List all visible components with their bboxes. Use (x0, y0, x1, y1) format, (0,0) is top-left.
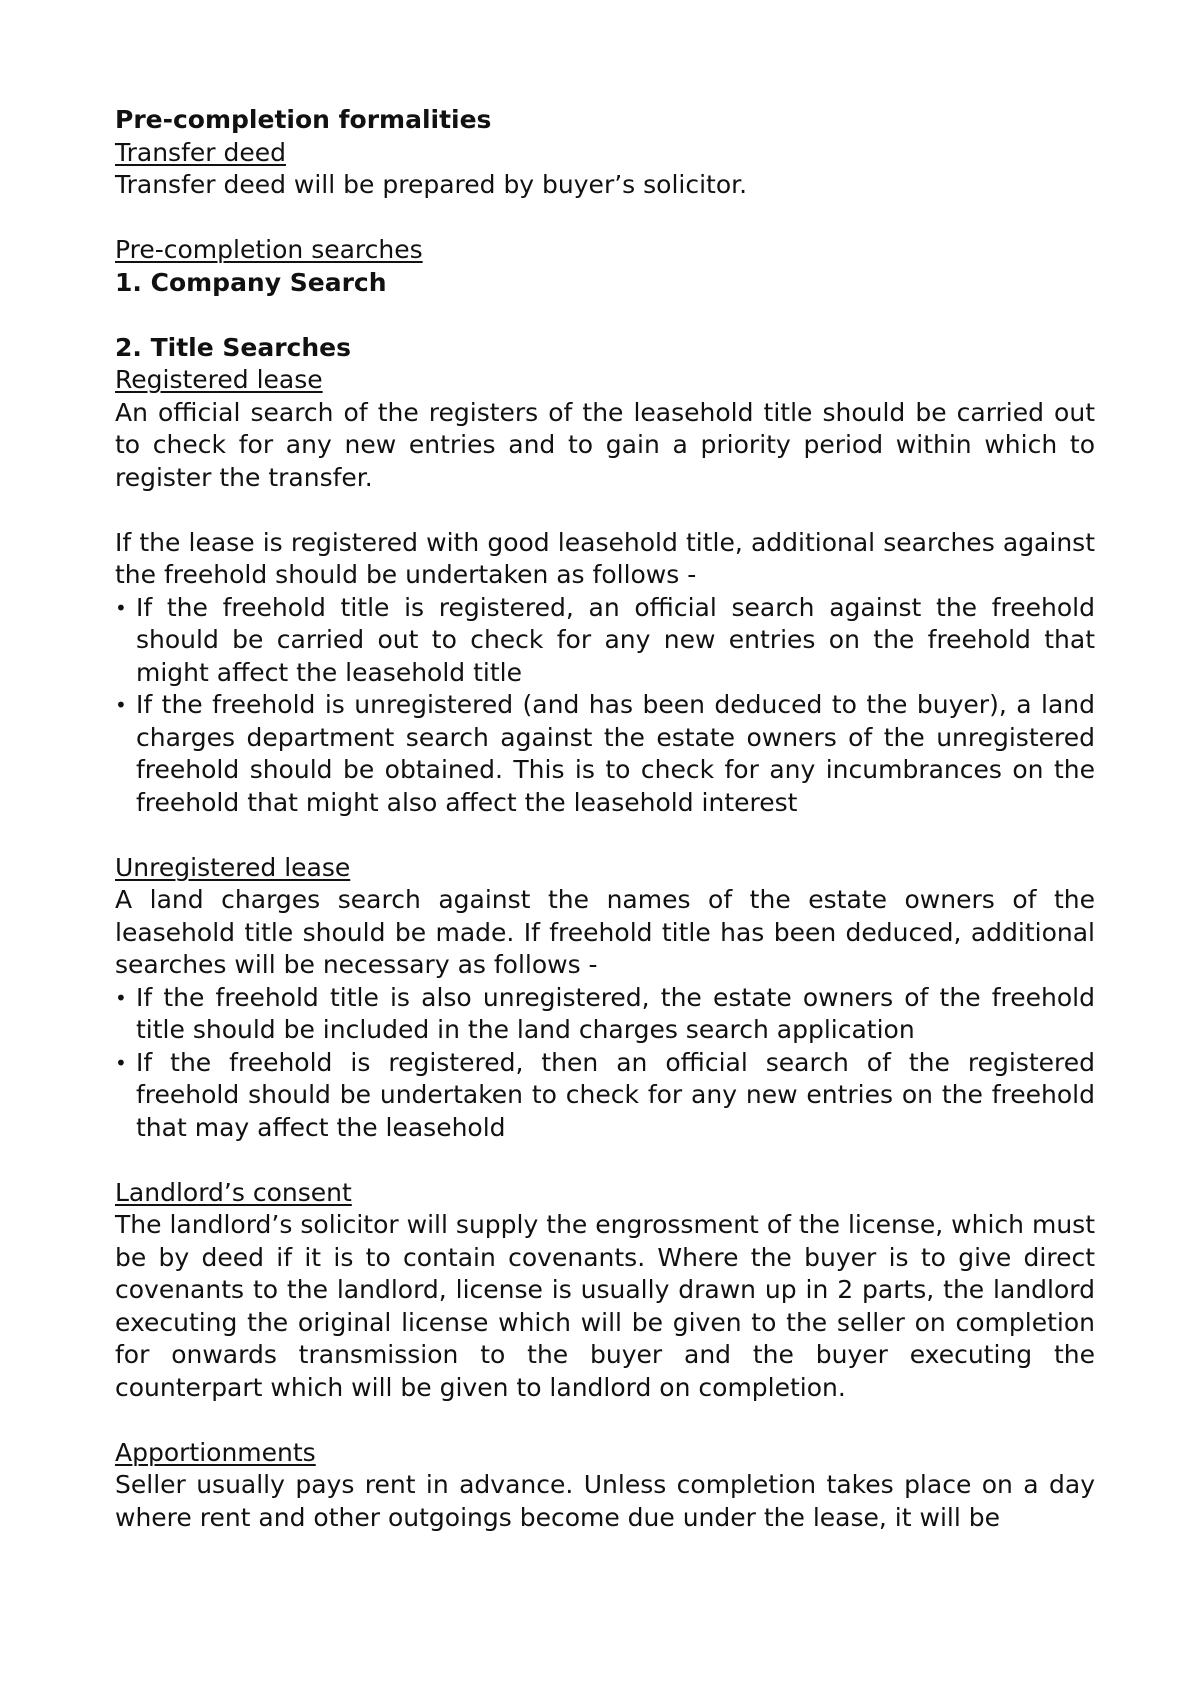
pre-completion-searches-heading: Pre-completion searches (115, 235, 423, 264)
spacer (115, 1144, 1095, 1177)
document-title: Pre-completion formalities (115, 105, 492, 134)
bullet-item: • If the freehold title is also unregistered, the estate owners of the freehold title should be included in the land charges search application (115, 982, 1095, 1047)
spacer (115, 494, 1095, 527)
spacer (115, 819, 1095, 852)
landlords-consent-paragraph: The landlord’s solicitor will supply the engrossment of the license, which must be by deed if it is to contain covenants. Where the buyer is to give direct covenants to the landlord, license is usually drawn up in 2 parts, the landlord executing the original license which will be given to the seller on completion for onwards transmission to the buyer and the buyer executing the counterpart which will be given to landlord on completion. (115, 1210, 1095, 1402)
bullet-item: • If the freehold title is registered, an official search against the freehold should be carried out to check for any new entries on the freehold that might affect the leasehold title (115, 592, 1095, 690)
registered-lease-additional-paragraph: If the lease is registered with good leasehold title, additional searches against the freehold should be undertaken as follows - (115, 527, 1095, 589)
apportionments-heading: Apportionments (115, 1437, 316, 1467)
transfer-deed-text: Transfer deed will be prepared by buyer’s solicitor. (115, 170, 748, 199)
bullet-item: • If the freehold is unregistered (and has been deduced to the buyer), a land charges department search against the estate owners of the unregistered freehold should be obtained. This is to check for any incumbrances on the freehold that might also affect the leasehold interest (115, 689, 1095, 819)
unregistered-lease-paragraph: A land charges search against the names of the estate owners of the leasehold title should be made. If freehold title has been deduced, additional searches will be necessary as follows - (115, 885, 1095, 979)
bullet-item: • If the freehold is registered, then an official search of the registered freehold should be undertaken to check for any new entries on the freehold that may affect the leasehold (115, 1047, 1095, 1145)
registered-lease-heading: Registered lease (115, 365, 323, 394)
transfer-deed-heading: Transfer deed (115, 137, 286, 167)
spacer (115, 202, 1095, 235)
company-search-heading: 1. Company Search (115, 267, 387, 297)
registered-lease-bullet-list (115, 592, 1095, 820)
registered-lease-paragraph: An official search of the registers of the leasehold title should be carried out to check for any new entries and to gain a priority period within which to register the transfer. (115, 397, 1095, 492)
landlords-consent-heading: Landlord’s consent (115, 1177, 352, 1207)
apportionments-paragraph: Seller usually pays rent in advance. Unless completion takes place on a day where rent and other outgoings become due under the lease, it will be (115, 1470, 1095, 1532)
document-page (115, 104, 1095, 1534)
title-searches-heading: 2. Title Searches (115, 332, 352, 362)
spacer (115, 1404, 1095, 1437)
unregistered-lease-heading: Unregistered lease (115, 852, 351, 882)
spacer (115, 299, 1095, 332)
unregistered-lease-bullet-list (115, 982, 1095, 1145)
